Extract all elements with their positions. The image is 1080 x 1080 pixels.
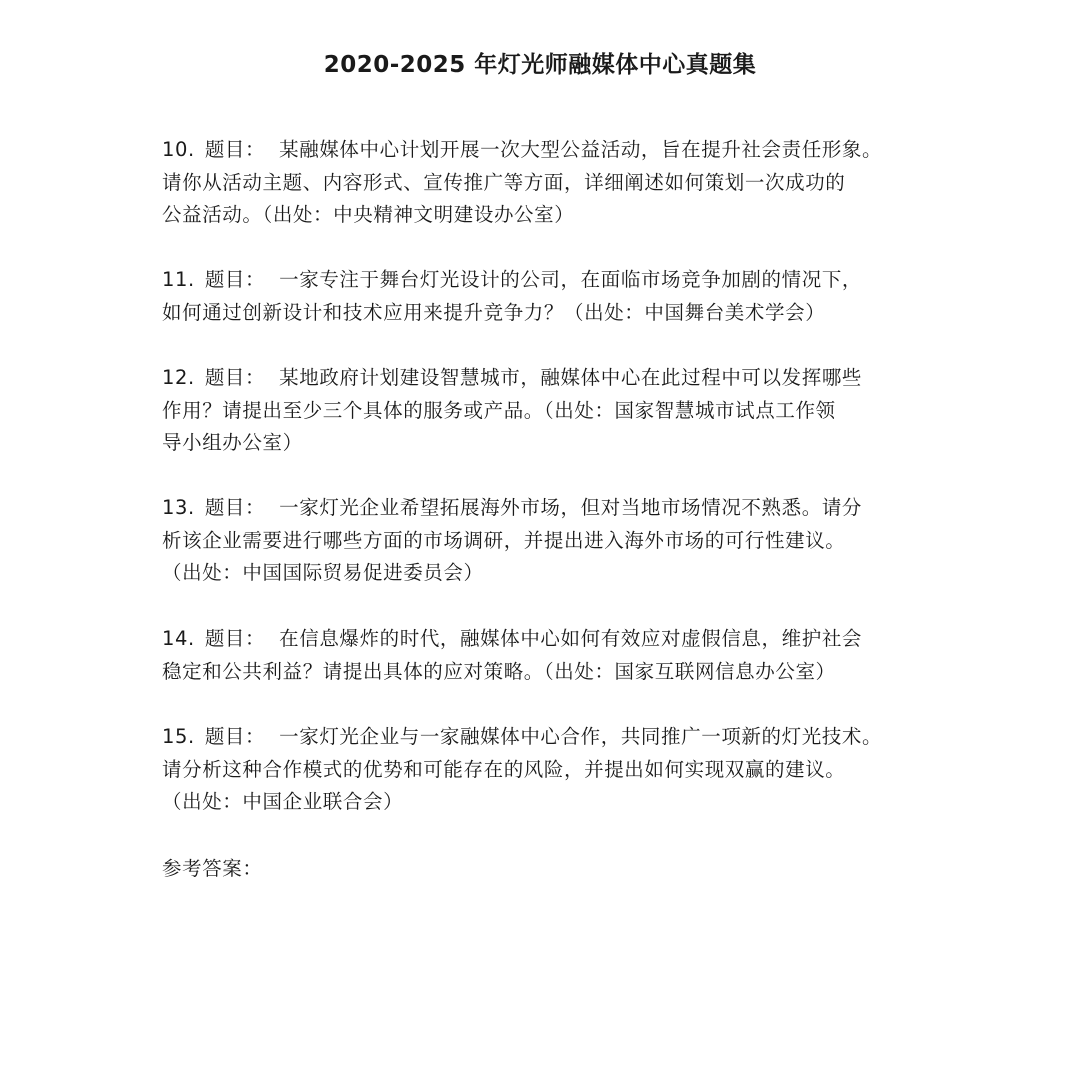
question-text: 一家灯光企业希望拓展海外市场，但对当地市场情况不熟悉。请分 bbox=[279, 496, 863, 519]
question-text: 一家专注于舞台灯光设计的公司，在面临市场竞争加剧的情况下， bbox=[279, 268, 863, 291]
question-13 bbox=[162, 492, 962, 590]
question-line: 公益活动。（出处：中央精神文明建设办公室） bbox=[162, 203, 575, 226]
question-line bbox=[162, 362, 962, 395]
question-label: 题目： bbox=[204, 366, 266, 389]
question-label: 题目： bbox=[204, 138, 266, 161]
question-line: 析该企业需要进行哪些方面的市场调研，并提出进入海外市场的可行性建议。 bbox=[162, 528, 846, 552]
question-line bbox=[162, 623, 962, 656]
question-number: 14. bbox=[162, 627, 195, 650]
question-text: 某地政府计划建设智慧城市，融媒体中心在此过程中可以发挥哪些 bbox=[279, 366, 863, 389]
question-number: 12. bbox=[162, 366, 195, 389]
question-number: 13. bbox=[162, 496, 195, 519]
question-label: 题目： bbox=[204, 496, 266, 519]
question-line bbox=[162, 134, 962, 167]
question-line: 作用？请提出至少三个具体的服务或产品。（出处：国家智慧城市试点工作领 bbox=[162, 398, 836, 422]
question-line: （出处：中国企业联合会） bbox=[162, 790, 404, 813]
question-text: 某融媒体中心计划开展一次大型公益活动，旨在提升社会责任形象。 bbox=[279, 138, 883, 161]
question-line: 如何通过创新设计和技术应用来提升竞争力？（出处：中国舞台美术学会） bbox=[162, 300, 826, 324]
question-line: 请分析这种合作模式的优势和可能存在的风险，并提出如何实现双赢的建议。 bbox=[162, 757, 846, 781]
question-text: 在信息爆炸的时代，融媒体中心如何有效应对虚假信息，维护社会 bbox=[279, 627, 863, 650]
question-line bbox=[162, 492, 962, 525]
question-line: 稳定和公共利益？请提出具体的应对策略。（出处：国家互联网信息办公室） bbox=[162, 659, 836, 683]
question-12 bbox=[162, 362, 962, 460]
question-text: 一家灯光企业与一家融媒体中心合作，共同推广一项新的灯光技术。 bbox=[279, 725, 883, 748]
question-14 bbox=[162, 623, 962, 688]
question-10 bbox=[162, 134, 962, 232]
question-number: 10. bbox=[162, 138, 195, 161]
question-number: 15. bbox=[162, 725, 195, 748]
question-line bbox=[162, 264, 962, 297]
question-label: 题目： bbox=[204, 627, 266, 650]
question-15 bbox=[162, 721, 962, 819]
reference-answer-label: 参考答案： bbox=[162, 857, 263, 880]
question-line: （出处：中国国际贸易促进委员会） bbox=[162, 561, 484, 584]
question-line: 请你从活动主题、内容形式、宣传推广等方面，详细阐述如何策划一次成功的 bbox=[162, 170, 846, 194]
question-label: 题目： bbox=[204, 268, 266, 291]
question-11 bbox=[162, 264, 962, 329]
question-line: 导小组办公室） bbox=[162, 431, 303, 454]
question-line bbox=[162, 721, 962, 754]
document-title: 2020-2025 年灯光师融媒体中心真题集 bbox=[323, 52, 757, 78]
question-number: 11. bbox=[162, 268, 195, 291]
question-label: 题目： bbox=[204, 725, 266, 748]
